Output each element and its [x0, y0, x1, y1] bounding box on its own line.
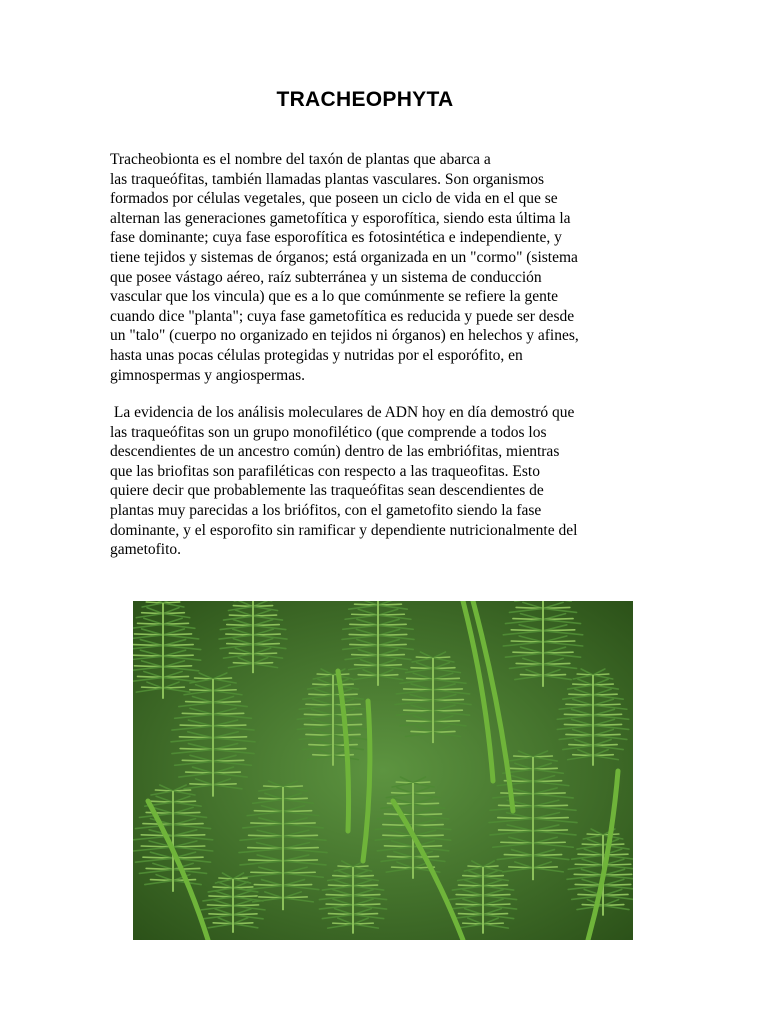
text-line: Tracheobionta es el nombre del taxón de plantas que abarca a	[110, 151, 491, 168]
text-line: hasta unas pocas células protegidas y nutridas por el esporófito, en	[110, 346, 523, 364]
text-line: dominante, y el esporofito sin ramificar y dependiente nutricionalmente del	[110, 521, 578, 539]
text-line: tiene tejidos y sistemas de órganos; está organizada en un "cormo" (sistema	[110, 248, 578, 266]
paragraph-molecular-evidence	[110, 403, 670, 560]
text-line: las traqueófitas, también llamadas plantas vasculares. Son organismos	[110, 170, 545, 188]
text-line: que posee vástago aéreo, raíz subterránea y un sistema de conducción	[110, 268, 542, 286]
text-line: formados por células vegetales, que poseen un ciclo de vida en el que se	[110, 190, 558, 208]
text-line: alternan las generaciones gametofítica y esporofítica, siendo esta última la	[110, 209, 571, 227]
text-line: un "talo" (cuerpo no organizado en tejidos ni órganos) en helechos y afines,	[110, 327, 579, 345]
text-line: descendientes de un ancestro común) dentro de las embriófitas, mientras	[110, 443, 560, 461]
text-line: quiere decir que probablemente las traqueófitas sean descendientes de	[110, 482, 544, 500]
plant-photo	[133, 601, 633, 940]
text-line: La evidencia de los análisis moleculares de ADN hoy en día demostró que	[110, 404, 575, 421]
text-line: que las briofitas son parafiléticas con respecto a las traqueofitas. Esto	[110, 462, 540, 480]
text-line: gimnospermas y angiospermas.	[110, 366, 306, 384]
plant-photo-graphic	[133, 601, 633, 940]
paragraph-intro	[110, 150, 670, 385]
text-line: fase dominante; cuya fase esporofítica es fotosintética e independiente, y	[110, 229, 562, 247]
text-line: plantas muy parecidas a los briófitos, con el gametofito siendo la fase	[110, 501, 542, 519]
text-line: cuando dice "planta"; cuya fase gametofítica es reducida y puede ser desde	[110, 307, 575, 325]
text-line: las traqueófitas son un grupo monofilético (que comprende a todos los	[110, 423, 547, 441]
text-line: gametofito.	[110, 541, 182, 559]
text-line: vascular que los vincula) que es a lo que comúnmente se refiere la gente	[110, 288, 559, 306]
document-title: TRACHEOPHYTA	[276, 88, 454, 111]
